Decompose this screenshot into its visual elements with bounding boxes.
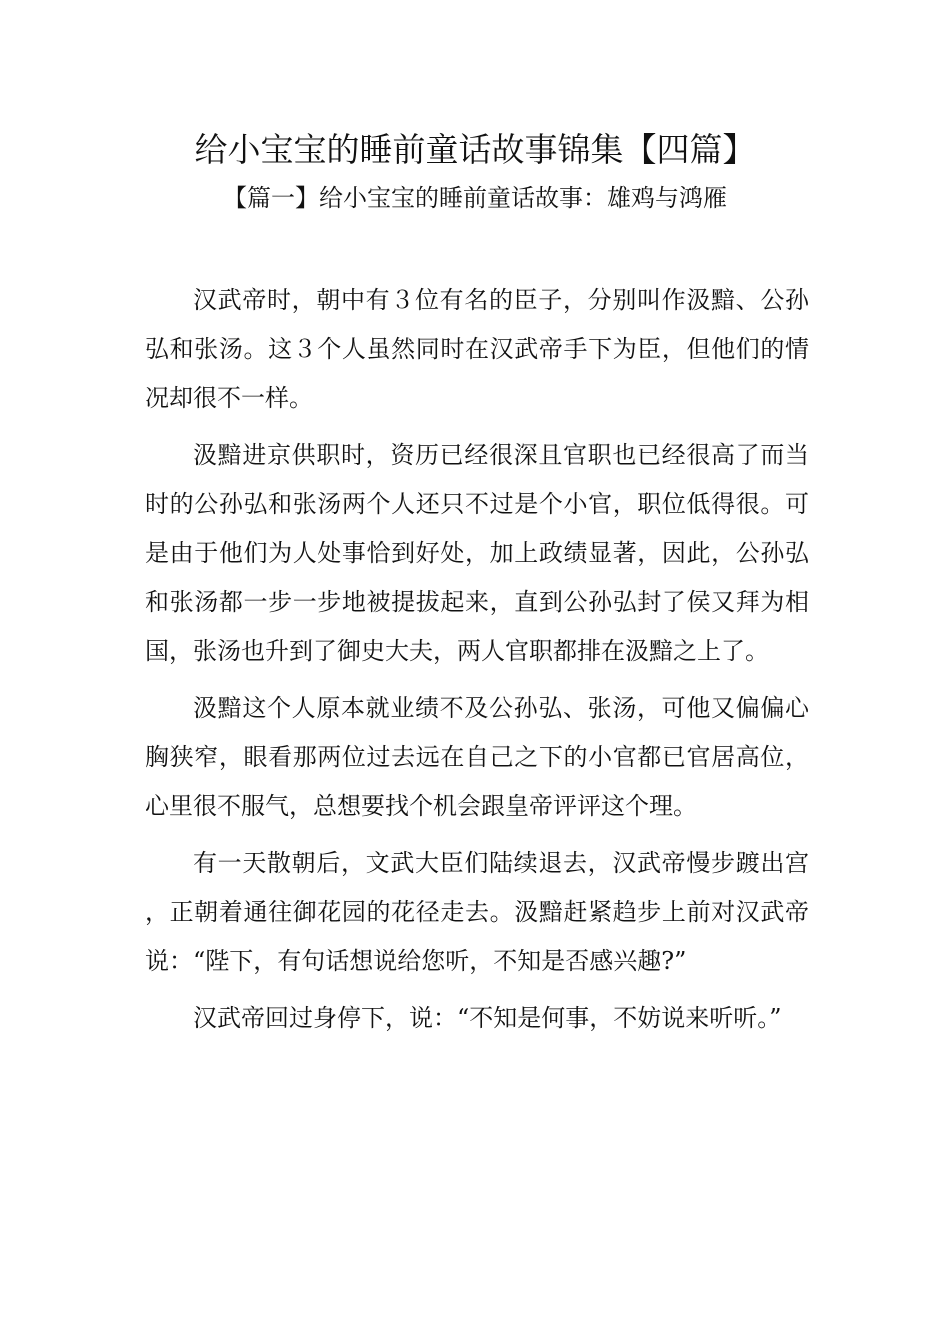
document-title: 给小宝宝的睡前童话故事锦集【四篇】 [194,130,756,169]
document-body [145,276,809,1051]
paragraph: 汲黯进京供职时，资历已经很深且官职也已经很高了而当时的公孙弘和张汤两个人还只不过是个小官，职位低得很。可是由于他们为人处事恰到好处，加上政绩显著，因此，公孙弘和张汤都一步一步地被提拔起来，直到公孙弘封了侯又拜为相国，张汤也升到了御史大夫，两人官职都排在汲黯之上了。 [145,441,809,665]
document-subtitle: 【篇一】给小宝宝的睡前童话故事：雄鸡与鸿雁 [223,184,727,212]
paragraph: 有一天散朝后，文武大臣们陆续退去，汉武帝慢步踱出宫，正朝着通往御花园的花径走去。汲黯赶紧趋步上前对汉武帝说：“陛下，有句话想说给您听，不知是否感兴趣?” [145,849,809,975]
paragraph: 汉武帝回过身停下，说：“不知是何事，不妨说来听听。” [193,1004,782,1032]
paragraph: 汲黯这个人原本就业绩不及公孙弘、张汤，可他又偏偏心胸狭窄，眼看那两位过去远在自己之下的小官都已官居高位，心里很不服气，总想要找个机会跟皇帝评评这个理。 [145,694,809,820]
paragraph: 汉武帝时，朝中有３位有名的臣子，分别叫作汲黯、公孙弘和张汤。这３个人虽然同时在汉武帝手下为臣，但他们的情况却很不一样。 [145,286,809,412]
